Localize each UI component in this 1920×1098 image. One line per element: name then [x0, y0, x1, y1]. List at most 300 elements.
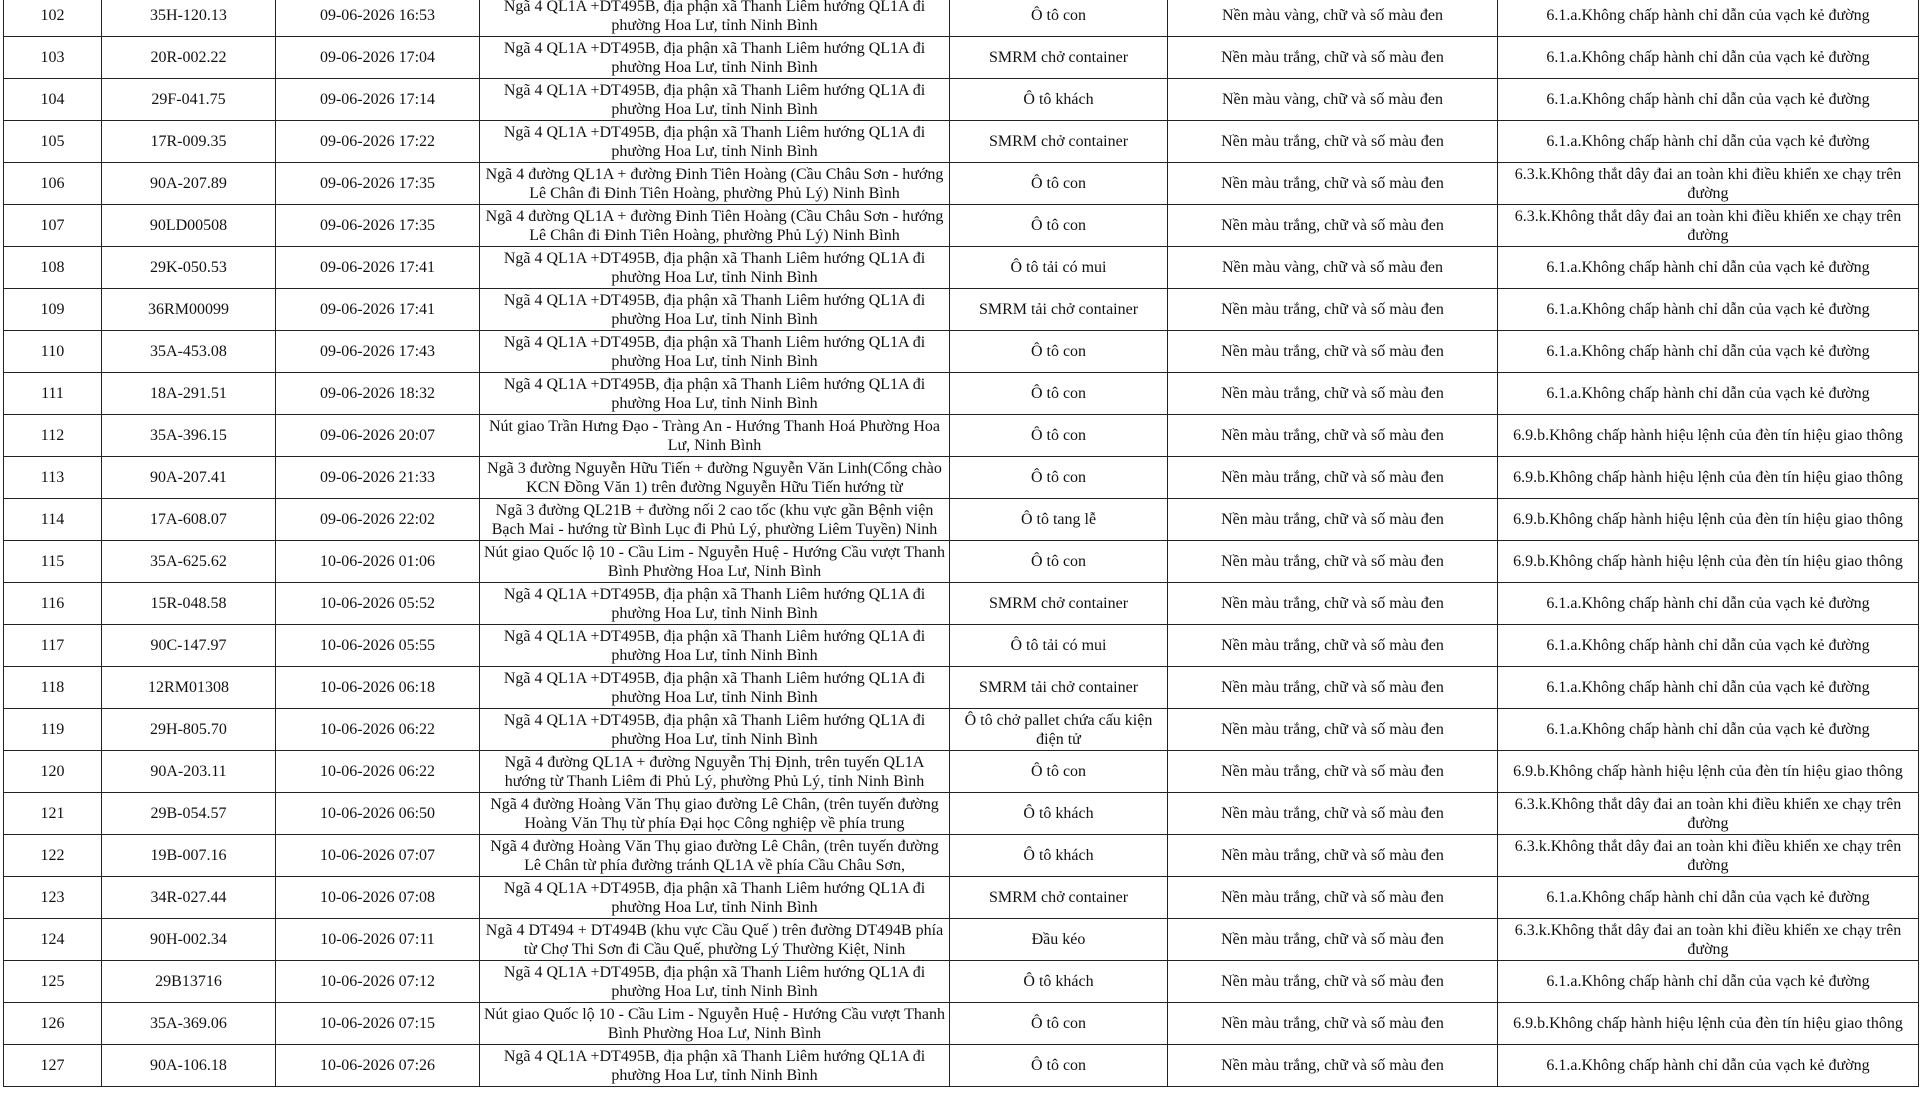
- vehicle-type-cell-text: SMRM chở container: [988, 889, 1129, 906]
- row-number-cell: [4, 709, 102, 751]
- plate-color-cell: [1168, 79, 1498, 121]
- license-plate-cell: [102, 247, 276, 289]
- violation-cell: [1498, 877, 1919, 919]
- violation-time-cell-text: 10-06-2026 07:07: [319, 847, 436, 864]
- location-cell-text: Ngã 4 đường QL1A + đường Nguyễn Thị Định, trên tuyến QL1A hướng từ Thanh Liêm đi Phủ Lý, phường Phủ Lý, tỉnh Ninh Bình: [504, 754, 925, 790]
- vehicle-type-cell: [950, 1003, 1168, 1045]
- plate-color-cell-text: Nền màu trắng, chữ và số màu đen: [1221, 721, 1444, 738]
- row-number-cell: [4, 877, 102, 919]
- vehicle-type-cell-text: Ô tô tải có mui: [1010, 259, 1107, 276]
- table-row: [4, 751, 1919, 793]
- location-cell: [480, 961, 950, 1003]
- vehicle-type-cell-text: Ô tô con: [1030, 343, 1087, 360]
- vehicle-type-cell-text: Ô tô tang lễ: [1020, 511, 1097, 528]
- violation-cell-text: 6.9.b.Không chấp hành hiệu lệnh của đèn tín hiệu giao thông: [1513, 553, 1903, 570]
- vehicle-type-cell-text: Ô tô con: [1030, 175, 1087, 192]
- row-number-cell-text: 119: [40, 721, 65, 738]
- violation-cell-text: 6.1.a.Không chấp hành chỉ dẫn của vạch kẻ đường: [1546, 595, 1870, 612]
- violation-time-cell: [276, 247, 480, 289]
- plate-color-cell: [1168, 835, 1498, 877]
- location-cell: [480, 0, 950, 37]
- violation-cell: [1498, 709, 1919, 751]
- violation-cell: [1498, 247, 1919, 289]
- violation-time-cell-text: 09-06-2026 18:32: [319, 385, 436, 402]
- plate-color-cell-text: Nền màu trắng, chữ và số màu đen: [1221, 637, 1444, 654]
- plate-color-cell: [1168, 541, 1498, 583]
- row-number-cell: [4, 751, 102, 793]
- plate-color-cell: [1168, 709, 1498, 751]
- license-plate-cell: [102, 667, 276, 709]
- license-plate-cell: [102, 79, 276, 121]
- violation-time-cell-text: 10-06-2026 07:11: [320, 931, 435, 948]
- license-plate-cell: [102, 37, 276, 79]
- plate-color-cell-text: Nền màu trắng, chữ và số màu đen: [1221, 469, 1444, 486]
- violation-time-cell-text: 09-06-2026 20:07: [319, 427, 436, 444]
- license-plate-cell: [102, 583, 276, 625]
- row-number-cell-text: 118: [40, 679, 65, 696]
- row-number-cell: [4, 541, 102, 583]
- violation-cell: [1498, 1045, 1919, 1087]
- table-row: [4, 835, 1919, 877]
- plate-color-cell: [1168, 37, 1498, 79]
- location-cell: [480, 835, 950, 877]
- violation-cell: [1498, 121, 1919, 163]
- violation-cell: [1498, 1003, 1919, 1045]
- row-number-cell: [4, 289, 102, 331]
- plate-color-cell-text: Nền màu trắng, chữ và số màu đen: [1221, 763, 1444, 780]
- location-cell-text: Ngã 4 đường QL1A + đường Đinh Tiên Hoàng (Cầu Châu Sơn - hướng Lê Chân đi Đinh Tiên Hoàng, phường Phủ Lý) Ninh Bình: [485, 166, 944, 202]
- license-plate-cell: [102, 121, 276, 163]
- license-plate-cell: [102, 709, 276, 751]
- violation-time-cell-text: 10-06-2026 07:12: [319, 973, 436, 990]
- row-number-cell: [4, 1045, 102, 1087]
- plate-color-cell: [1168, 1003, 1498, 1045]
- table-body: [4, 0, 1919, 1087]
- violation-cell-text: 6.3.k.Không thắt dây đai an toàn khi điều khiển xe chạy trên đường: [1514, 921, 1902, 958]
- violation-time-cell: [276, 835, 480, 877]
- location-cell-text: Nút giao Quốc lộ 10 - Cầu Lim - Nguyễn Huệ - Hướng Cầu vượt Thanh Bình Phường Hoa Lư, Ninh Bình: [483, 1006, 945, 1042]
- plate-color-cell-text: Nền màu trắng, chữ và số màu đen: [1221, 427, 1444, 444]
- vehicle-type-cell: [950, 919, 1168, 961]
- vehicle-type-cell: [950, 499, 1168, 541]
- vehicle-type-cell-text: Ô tô con: [1030, 385, 1087, 402]
- location-cell: [480, 121, 950, 163]
- license-plate-cell-text: 34R-027.44: [150, 889, 227, 906]
- row-number-cell-text: 123: [40, 889, 65, 906]
- row-number-cell-text: 102: [40, 7, 65, 24]
- row-number-cell: [4, 205, 102, 247]
- location-cell: [480, 1045, 950, 1087]
- plate-color-cell: [1168, 919, 1498, 961]
- violation-time-cell-text: 09-06-2026 16:53: [319, 7, 436, 24]
- vehicle-type-cell: [950, 835, 1168, 877]
- table-row: [4, 1003, 1919, 1045]
- row-number-cell: [4, 121, 102, 163]
- violation-time-cell: [276, 79, 480, 121]
- license-plate-cell-text: 12RM01308: [148, 679, 229, 696]
- plate-color-cell: [1168, 877, 1498, 919]
- row-number-cell: [4, 0, 102, 37]
- violation-time-cell-text: 10-06-2026 07:15: [319, 1015, 436, 1032]
- row-number-cell: [4, 1003, 102, 1045]
- violation-time-cell: [276, 121, 480, 163]
- location-cell: [480, 625, 950, 667]
- plate-color-cell-text: Nền màu trắng, chữ và số màu đen: [1221, 1057, 1444, 1074]
- license-plate-cell-text: 36RM00099: [148, 301, 229, 318]
- violation-time-cell-text: 10-06-2026 01:06: [319, 553, 436, 570]
- location-cell-text: Nút giao Quốc lộ 10 - Cầu Lim - Nguyễn Huệ - Hướng Cầu vượt Thanh Bình Phường Hoa Lư, Ninh Bình: [483, 544, 945, 580]
- vehicle-type-cell-text: Ô tô khách: [1023, 805, 1094, 822]
- plate-color-cell: [1168, 625, 1498, 667]
- violation-time-cell: [276, 0, 480, 37]
- license-plate-cell-text: 17A-608.07: [150, 511, 227, 528]
- vehicle-type-cell: [950, 541, 1168, 583]
- row-number-cell: [4, 37, 102, 79]
- location-cell: [480, 1003, 950, 1045]
- row-number-cell-text: 126: [40, 1015, 65, 1032]
- table-row: [4, 37, 1919, 79]
- row-number-cell-text: 105: [40, 133, 65, 150]
- license-plate-cell: [102, 541, 276, 583]
- vehicle-type-cell: [950, 961, 1168, 1003]
- license-plate-cell-text: 29B13716: [155, 973, 222, 990]
- plate-color-cell-text: Nền màu vàng, chữ và số màu đen: [1221, 7, 1444, 24]
- license-plate-cell-text: 35H-120.13: [150, 7, 227, 24]
- row-number-cell-text: 109: [40, 301, 65, 318]
- plate-color-cell: [1168, 0, 1498, 37]
- row-number-cell: [4, 919, 102, 961]
- violation-cell: [1498, 919, 1919, 961]
- row-number-cell-text: 104: [40, 91, 65, 108]
- row-number-cell-text: 112: [40, 427, 65, 444]
- plate-color-cell: [1168, 751, 1498, 793]
- violation-cell-text: 6.1.a.Không chấp hành chỉ dẫn của vạch kẻ đường: [1546, 343, 1870, 360]
- license-plate-cell: [102, 0, 276, 37]
- license-plate-cell: [102, 625, 276, 667]
- plate-color-cell-text: Nền màu trắng, chữ và số màu đen: [1221, 553, 1444, 570]
- row-number-cell: [4, 331, 102, 373]
- location-cell: [480, 289, 950, 331]
- violation-time-cell-text: 09-06-2026 17:04: [319, 49, 436, 66]
- row-number-cell-text: 115: [40, 553, 65, 570]
- row-number-cell: [4, 499, 102, 541]
- vehicle-type-cell: [950, 457, 1168, 499]
- violation-time-cell-text: 10-06-2026 06:18: [319, 679, 436, 696]
- row-number-cell: [4, 835, 102, 877]
- violation-time-cell: [276, 373, 480, 415]
- table-row: [4, 79, 1919, 121]
- license-plate-cell-text: 90A-203.11: [150, 763, 227, 780]
- violation-cell: [1498, 0, 1919, 37]
- vehicle-type-cell-text: Ô tô con: [1030, 469, 1087, 486]
- license-plate-cell-text: 29K-050.53: [150, 259, 227, 276]
- violation-time-cell-text: 10-06-2026 05:52: [319, 595, 436, 612]
- violation-time-cell: [276, 289, 480, 331]
- violation-time-cell: [276, 331, 480, 373]
- license-plate-cell-text: 29F-041.75: [151, 91, 226, 108]
- vehicle-type-cell: [950, 121, 1168, 163]
- violation-time-cell-text: 09-06-2026 17:35: [319, 217, 436, 234]
- row-number-cell: [4, 247, 102, 289]
- row-number-cell-text: 117: [40, 637, 65, 654]
- location-cell-text: Ngã 4 QL1A +DT495B, địa phận xã Thanh Liêm hướng QL1A đi phường Hoa Lư, tỉnh Ninh Bình: [503, 250, 926, 286]
- plate-color-cell-text: Nền màu trắng, chữ và số màu đen: [1221, 217, 1444, 234]
- license-plate-cell-text: 90H-002.34: [150, 931, 227, 948]
- violation-time-cell: [276, 877, 480, 919]
- location-cell-text: Ngã 4 QL1A +DT495B, địa phận xã Thanh Liêm hướng QL1A đi phường Hoa Lư, tỉnh Ninh Bình: [503, 82, 926, 118]
- vehicle-type-cell: [950, 1045, 1168, 1087]
- violation-cell: [1498, 961, 1919, 1003]
- table-row: [4, 373, 1919, 415]
- plate-color-cell-text: Nền màu trắng, chữ và số màu đen: [1221, 805, 1444, 822]
- table-row: [4, 247, 1919, 289]
- location-cell: [480, 583, 950, 625]
- location-cell: [480, 541, 950, 583]
- table-row: [4, 625, 1919, 667]
- violation-time-cell-text: 10-06-2026 06:22: [319, 763, 436, 780]
- license-plate-cell-text: 17R-009.35: [150, 133, 227, 150]
- table-row: [4, 877, 1919, 919]
- violation-cell-text: 6.9.b.Không chấp hành hiệu lệnh của đèn tín hiệu giao thông: [1513, 427, 1903, 444]
- table-row: [4, 0, 1919, 37]
- row-number-cell-text: 103: [40, 49, 65, 66]
- plate-color-cell: [1168, 583, 1498, 625]
- violation-time-cell-text: 09-06-2026 17:22: [319, 133, 436, 150]
- vehicle-type-cell-text: Ô tô con: [1030, 7, 1087, 24]
- vehicle-type-cell: [950, 205, 1168, 247]
- location-cell-text: Ngã 3 đường QL21B + đường nối 2 cao tốc (khu vực gần Bệnh viện Bạch Mai - hướng từ Bình Lục đi Phủ Lý, phường Liêm Tuyền) Ninh: [491, 502, 938, 538]
- violation-time-cell: [276, 751, 480, 793]
- table-row: [4, 457, 1919, 499]
- violation-time-cell-text: 09-06-2026 17:35: [319, 175, 436, 192]
- violation-cell: [1498, 37, 1919, 79]
- location-cell-text: Ngã 4 QL1A +DT495B, địa phận xã Thanh Liêm hướng QL1A đi phường Hoa Lư, tỉnh Ninh Bình: [503, 1048, 926, 1084]
- violation-time-cell: [276, 541, 480, 583]
- table-row: [4, 667, 1919, 709]
- location-cell-text: Ngã 4 QL1A +DT495B, địa phận xã Thanh Liêm hướng QL1A đi phường Hoa Lư, tỉnh Ninh Bình: [503, 964, 926, 1000]
- plate-color-cell-text: Nền màu trắng, chữ và số màu đen: [1221, 175, 1444, 192]
- violation-cell-text: 6.9.b.Không chấp hành hiệu lệnh của đèn tín hiệu giao thông: [1513, 469, 1903, 486]
- violation-time-cell: [276, 919, 480, 961]
- vehicle-type-cell: [950, 625, 1168, 667]
- location-cell: [480, 919, 950, 961]
- violation-cell: [1498, 751, 1919, 793]
- violation-cell-text: 6.1.a.Không chấp hành chỉ dẫn của vạch kẻ đường: [1546, 889, 1870, 906]
- violation-cell: [1498, 625, 1919, 667]
- location-cell-text: Nút giao Trần Hưng Đạo - Tràng An - Hướng Thanh Hoá Phường Hoa Lư, Ninh Bình: [488, 418, 941, 454]
- vehicle-type-cell: [950, 667, 1168, 709]
- violation-cell-text: 6.1.a.Không chấp hành chỉ dẫn của vạch kẻ đường: [1546, 637, 1870, 654]
- plate-color-cell: [1168, 163, 1498, 205]
- license-plate-cell-text: 29H-805.70: [150, 721, 227, 738]
- violation-cell: [1498, 499, 1919, 541]
- violation-time-cell-text: 10-06-2026 06:50: [319, 805, 436, 822]
- license-plate-cell: [102, 793, 276, 835]
- plate-color-cell-text: Nền màu trắng, chữ và số màu đen: [1221, 889, 1444, 906]
- plate-color-cell: [1168, 961, 1498, 1003]
- plate-color-cell: [1168, 1045, 1498, 1087]
- vehicle-type-cell-text: Ô tô tải có mui: [1010, 637, 1107, 654]
- license-plate-cell-text: 35A-369.06: [150, 1015, 227, 1032]
- vehicle-type-cell: [950, 289, 1168, 331]
- row-number-cell: [4, 667, 102, 709]
- plate-color-cell: [1168, 793, 1498, 835]
- license-plate-cell: [102, 919, 276, 961]
- license-plate-cell-text: 35A-453.08: [150, 343, 227, 360]
- license-plate-cell: [102, 415, 276, 457]
- violation-cell: [1498, 373, 1919, 415]
- location-cell: [480, 373, 950, 415]
- license-plate-cell: [102, 163, 276, 205]
- table-row: [4, 709, 1919, 751]
- violation-time-cell: [276, 667, 480, 709]
- violation-time-cell: [276, 163, 480, 205]
- vehicle-type-cell-text: Đầu kéo: [1031, 931, 1086, 948]
- violation-time-cell-text: 10-06-2026 05:55: [319, 637, 436, 654]
- location-cell-text: Ngã 4 DT494 + DT494B (khu vực Cầu Quế ) trên đường DT494B phía từ Chợ Thi Sơn đi Cầu Quế, phường Lý Thường Kiệt, Ninh: [485, 922, 944, 958]
- table-row: [4, 793, 1919, 835]
- violation-cell-text: 6.1.a.Không chấp hành chỉ dẫn của vạch kẻ đường: [1546, 259, 1870, 276]
- license-plate-cell-text: 90A-207.41: [150, 469, 227, 486]
- license-plate-cell: [102, 331, 276, 373]
- table-row: [4, 289, 1919, 331]
- location-cell-text: Ngã 4 đường QL1A + đường Đinh Tiên Hoàng (Cầu Châu Sơn - hướng Lê Chân đi Đinh Tiên Hoàng, phường Phủ Lý) Ninh Bình: [485, 208, 944, 244]
- license-plate-cell: [102, 373, 276, 415]
- vehicle-type-cell: [950, 415, 1168, 457]
- violation-cell-text: 6.1.a.Không chấp hành chỉ dẫn của vạch kẻ đường: [1546, 133, 1870, 150]
- location-cell: [480, 751, 950, 793]
- violation-cell: [1498, 541, 1919, 583]
- violation-cell-text: 6.1.a.Không chấp hành chỉ dẫn của vạch kẻ đường: [1546, 49, 1870, 66]
- vehicle-type-cell-text: Ô tô con: [1030, 217, 1087, 234]
- plate-color-cell-text: Nền màu trắng, chữ và số màu đen: [1221, 343, 1444, 360]
- vehicle-type-cell: [950, 0, 1168, 37]
- location-cell: [480, 415, 950, 457]
- location-cell-text: Ngã 4 QL1A +DT495B, địa phận xã Thanh Liêm hướng QL1A đi phường Hoa Lư, tỉnh Ninh Bình: [503, 586, 926, 622]
- vehicle-type-cell-text: SMRM chở container: [988, 595, 1129, 612]
- license-plate-cell: [102, 835, 276, 877]
- violation-table: [3, 0, 1919, 1087]
- row-number-cell-text: 116: [40, 595, 65, 612]
- plate-color-cell-text: Nền màu trắng, chữ và số màu đen: [1221, 133, 1444, 150]
- row-number-cell: [4, 163, 102, 205]
- violation-time-cell-text: 10-06-2026 07:26: [319, 1057, 436, 1074]
- location-cell: [480, 457, 950, 499]
- violation-time-cell: [276, 709, 480, 751]
- plate-color-cell-text: Nền màu trắng, chữ và số màu đen: [1221, 973, 1444, 990]
- license-plate-cell-text: 35A-396.15: [150, 427, 227, 444]
- table-row: [4, 919, 1919, 961]
- violation-cell: [1498, 289, 1919, 331]
- violation-time-cell-text: 09-06-2026 17:43: [319, 343, 436, 360]
- plate-color-cell-text: Nền màu vàng, chữ và số màu đen: [1221, 91, 1444, 108]
- table-row: [4, 1045, 1919, 1087]
- violation-cell: [1498, 835, 1919, 877]
- location-cell-text: Ngã 4 QL1A +DT495B, địa phận xã Thanh Liêm hướng QL1A đi phường Hoa Lư, tỉnh Ninh Bình: [503, 40, 926, 76]
- license-plate-cell-text: 90C-147.97: [150, 637, 227, 654]
- license-plate-cell: [102, 205, 276, 247]
- license-plate-cell-text: 20R-002.22: [150, 49, 227, 66]
- plate-color-cell-text: Nền màu trắng, chữ và số màu đen: [1221, 385, 1444, 402]
- violation-cell: [1498, 793, 1919, 835]
- table-row: [4, 205, 1919, 247]
- table-row: [4, 583, 1919, 625]
- row-number-cell-text: 113: [40, 469, 65, 486]
- violation-time-cell-text: 09-06-2026 21:33: [319, 469, 436, 486]
- violation-time-cell: [276, 499, 480, 541]
- location-cell: [480, 163, 950, 205]
- license-plate-cell-text: 29B-054.57: [150, 805, 227, 822]
- vehicle-type-cell-text: Ô tô khách: [1023, 973, 1094, 990]
- violation-time-cell: [276, 793, 480, 835]
- row-number-cell: [4, 457, 102, 499]
- row-number-cell: [4, 625, 102, 667]
- location-cell: [480, 877, 950, 919]
- plate-color-cell-text: Nền màu trắng, chữ và số màu đen: [1221, 511, 1444, 528]
- vehicle-type-cell: [950, 79, 1168, 121]
- vehicle-type-cell: [950, 331, 1168, 373]
- row-number-cell-text: 124: [40, 931, 65, 948]
- violation-cell-text: 6.1.a.Không chấp hành chỉ dẫn của vạch kẻ đường: [1546, 7, 1870, 24]
- row-number-cell: [4, 583, 102, 625]
- violation-cell-text: 6.1.a.Không chấp hành chỉ dẫn của vạch kẻ đường: [1546, 1057, 1870, 1074]
- license-plate-cell: [102, 499, 276, 541]
- row-number-cell: [4, 79, 102, 121]
- location-cell: [480, 79, 950, 121]
- plate-color-cell: [1168, 247, 1498, 289]
- table-row: [4, 415, 1919, 457]
- row-number-cell: [4, 373, 102, 415]
- plate-color-cell: [1168, 289, 1498, 331]
- license-plate-cell-text: 90A-106.18: [150, 1057, 227, 1074]
- row-number-cell-text: 111: [41, 385, 64, 402]
- violation-time-cell: [276, 457, 480, 499]
- row-number-cell-text: 114: [40, 511, 65, 528]
- violation-cell: [1498, 331, 1919, 373]
- location-cell: [480, 247, 950, 289]
- violation-cell: [1498, 163, 1919, 205]
- plate-color-cell-text: Nền màu trắng, chữ và số màu đen: [1221, 847, 1444, 864]
- row-number-cell-text: 127: [40, 1057, 65, 1074]
- plate-color-cell: [1168, 373, 1498, 415]
- vehicle-type-cell-text: Ô tô con: [1030, 763, 1087, 780]
- violation-cell-text: 6.9.b.Không chấp hành hiệu lệnh của đèn tín hiệu giao thông: [1513, 511, 1903, 528]
- vehicle-type-cell: [950, 709, 1168, 751]
- location-cell-text: Ngã 4 QL1A +DT495B, địa phận xã Thanh Liêm hướng QL1A đi phường Hoa Lư, tỉnh Ninh Bình: [503, 712, 926, 748]
- license-plate-cell: [102, 1003, 276, 1045]
- location-cell-text: Ngã 4 QL1A +DT495B, địa phận xã Thanh Liêm hướng QL1A đi phường Hoa Lư, tỉnh Ninh Bình: [503, 880, 926, 916]
- violation-cell-text: 6.3.k.Không thắt dây đai an toàn khi điều khiển xe chạy trên đường: [1514, 795, 1902, 832]
- violation-time-cell-text: 10-06-2026 07:08: [319, 889, 436, 906]
- violation-cell: [1498, 457, 1919, 499]
- license-plate-cell-text: 18A-291.51: [150, 385, 227, 402]
- violation-cell: [1498, 79, 1919, 121]
- vehicle-type-cell: [950, 793, 1168, 835]
- vehicle-type-cell-text: Ô tô con: [1030, 1015, 1087, 1032]
- vehicle-type-cell-text: SMRM chở container: [988, 133, 1129, 150]
- violation-cell-text: 6.1.a.Không chấp hành chỉ dẫn của vạch kẻ đường: [1546, 973, 1870, 990]
- row-number-cell-text: 122: [40, 847, 65, 864]
- violation-cell: [1498, 205, 1919, 247]
- row-number-cell: [4, 415, 102, 457]
- location-cell-text: Ngã 4 đường Hoàng Văn Thụ giao đường Lê Chân, (trên tuyến đường Hoàng Văn Thụ từ phía Đại học Công nghiệp về phía trung: [490, 796, 939, 832]
- vehicle-type-cell-text: Ô tô con: [1030, 553, 1087, 570]
- plate-color-cell: [1168, 667, 1498, 709]
- location-cell: [480, 205, 950, 247]
- violation-cell-text: 6.1.a.Không chấp hành chỉ dẫn của vạch kẻ đường: [1546, 721, 1870, 738]
- vehicle-type-cell-text: Ô tô con: [1030, 1057, 1087, 1074]
- row-number-cell-text: 108: [40, 259, 65, 276]
